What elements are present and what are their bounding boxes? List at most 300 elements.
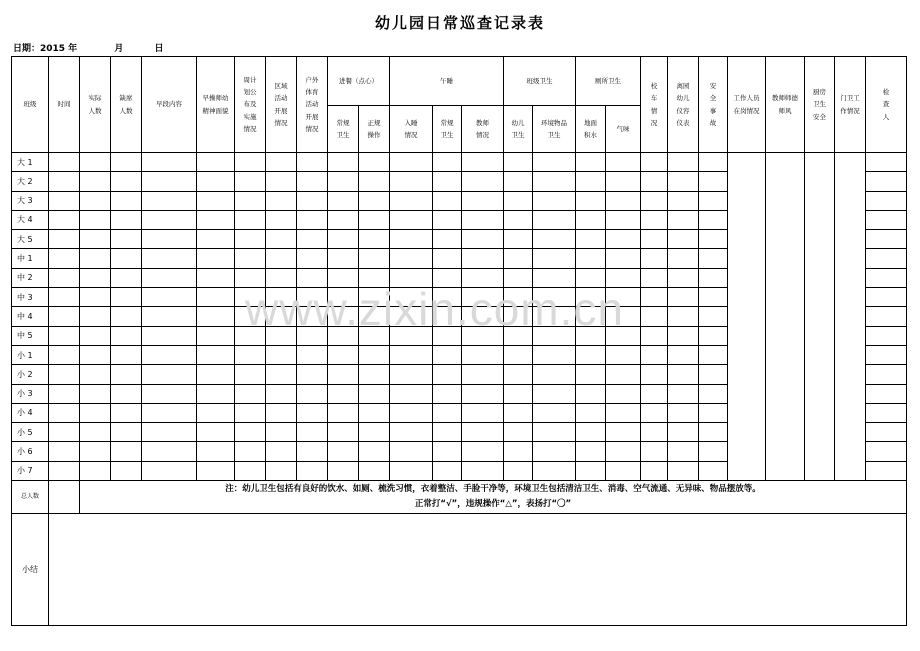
table-cell[interactable] [142,210,197,229]
inspector-cell[interactable] [866,153,907,172]
table-cell[interactable] [197,365,235,384]
table-cell[interactable] [576,326,606,345]
table-cell[interactable] [49,423,80,442]
table-cell[interactable] [197,384,235,403]
table-cell[interactable] [504,268,533,287]
table-cell[interactable] [80,249,111,268]
table-cell[interactable] [504,384,533,403]
table-cell[interactable] [433,210,462,229]
table-cell[interactable] [235,153,266,172]
table-cell[interactable] [297,210,328,229]
table-cell[interactable] [142,288,197,307]
table-cell[interactable] [266,442,297,461]
table-cell[interactable] [641,442,668,461]
table-cell[interactable] [197,345,235,364]
table-cell[interactable] [197,172,235,191]
table-cell[interactable] [111,461,142,480]
table-cell[interactable] [390,345,433,364]
table-cell[interactable] [390,423,433,442]
table-cell[interactable] [699,288,728,307]
table-cell[interactable] [111,249,142,268]
table-cell[interactable] [433,288,462,307]
table-cell[interactable] [297,461,328,480]
merged-cell[interactable] [766,153,805,481]
table-cell[interactable] [462,210,504,229]
table-cell[interactable] [328,288,359,307]
table-cell[interactable] [433,249,462,268]
inspector-cell[interactable] [866,345,907,364]
table-cell[interactable] [297,326,328,345]
table-cell[interactable] [297,423,328,442]
table-cell[interactable] [504,210,533,229]
table-cell[interactable] [533,442,576,461]
table-cell[interactable] [49,249,80,268]
table-cell[interactable] [297,442,328,461]
table-cell[interactable] [606,191,641,210]
table-cell[interactable] [359,268,390,287]
table-cell[interactable] [266,210,297,229]
table-cell[interactable] [606,461,641,480]
table-cell[interactable] [462,153,504,172]
table-cell[interactable] [328,423,359,442]
table-cell[interactable] [504,288,533,307]
table-cell[interactable] [699,423,728,442]
table-cell[interactable] [235,172,266,191]
table-cell[interactable] [533,423,576,442]
table-cell[interactable] [504,249,533,268]
table-cell[interactable] [606,326,641,345]
table-cell[interactable] [359,442,390,461]
table-cell[interactable] [390,326,433,345]
table-cell[interactable] [328,268,359,287]
table-cell[interactable] [699,345,728,364]
inspector-cell[interactable] [866,249,907,268]
inspector-cell[interactable] [866,365,907,384]
table-cell[interactable] [297,307,328,326]
table-cell[interactable] [641,423,668,442]
table-cell[interactable] [668,210,699,229]
table-cell[interactable] [142,423,197,442]
table-cell[interactable] [49,153,80,172]
table-cell[interactable] [80,288,111,307]
table-cell[interactable] [504,191,533,210]
table-cell[interactable] [504,326,533,345]
table-cell[interactable] [606,210,641,229]
table-cell[interactable] [462,249,504,268]
table-cell[interactable] [235,365,266,384]
table-cell[interactable] [668,442,699,461]
table-cell[interactable] [235,230,266,249]
table-cell[interactable] [297,345,328,364]
table-cell[interactable] [668,403,699,422]
table-cell[interactable] [462,172,504,191]
table-cell[interactable] [390,403,433,422]
table-cell[interactable] [504,153,533,172]
inspector-cell[interactable] [866,461,907,480]
table-cell[interactable] [111,423,142,442]
table-cell[interactable] [533,191,576,210]
table-cell[interactable] [328,384,359,403]
table-cell[interactable] [266,345,297,364]
table-cell[interactable] [111,230,142,249]
table-cell[interactable] [197,461,235,480]
table-cell[interactable] [699,153,728,172]
table-cell[interactable] [641,365,668,384]
table-cell[interactable] [328,191,359,210]
table-cell[interactable] [49,345,80,364]
table-cell[interactable] [359,365,390,384]
table-cell[interactable] [297,403,328,422]
table-cell[interactable] [359,345,390,364]
table-cell[interactable] [266,307,297,326]
table-cell[interactable] [328,249,359,268]
table-cell[interactable] [80,384,111,403]
table-cell[interactable] [433,230,462,249]
table-cell[interactable] [197,442,235,461]
table-cell[interactable] [462,365,504,384]
table-cell[interactable] [606,153,641,172]
table-cell[interactable] [606,249,641,268]
table-cell[interactable] [235,249,266,268]
table-cell[interactable] [699,403,728,422]
table-cell[interactable] [390,442,433,461]
table-cell[interactable] [49,230,80,249]
table-cell[interactable] [266,326,297,345]
table-cell[interactable] [390,172,433,191]
inspector-cell[interactable] [866,288,907,307]
table-cell[interactable] [142,403,197,422]
total-value-cell[interactable] [49,481,80,514]
table-cell[interactable] [462,461,504,480]
merged-cell[interactable] [805,153,835,481]
table-cell[interactable] [576,288,606,307]
table-cell[interactable] [668,288,699,307]
table-cell[interactable] [197,403,235,422]
table-cell[interactable] [641,307,668,326]
table-cell[interactable] [80,423,111,442]
table-cell[interactable] [390,307,433,326]
table-cell[interactable] [533,172,576,191]
table-cell[interactable] [641,153,668,172]
table-cell[interactable] [328,172,359,191]
table-cell[interactable] [668,268,699,287]
table-cell[interactable] [576,172,606,191]
table-cell[interactable] [699,307,728,326]
table-cell[interactable] [111,172,142,191]
table-cell[interactable] [504,423,533,442]
table-cell[interactable] [359,210,390,229]
table-cell[interactable] [80,442,111,461]
table-cell[interactable] [197,210,235,229]
table-cell[interactable] [433,442,462,461]
table-cell[interactable] [111,384,142,403]
table-cell[interactable] [533,384,576,403]
inspector-cell[interactable] [866,326,907,345]
table-cell[interactable] [433,191,462,210]
table-cell[interactable] [111,288,142,307]
table-cell[interactable] [641,384,668,403]
table-cell[interactable] [142,230,197,249]
table-cell[interactable] [576,384,606,403]
table-cell[interactable] [49,442,80,461]
table-cell[interactable] [699,191,728,210]
table-cell[interactable] [533,268,576,287]
table-cell[interactable] [533,365,576,384]
inspector-cell[interactable] [866,191,907,210]
table-cell[interactable] [576,345,606,364]
table-cell[interactable] [142,365,197,384]
summary-cell[interactable] [49,514,907,626]
table-cell[interactable] [433,423,462,442]
table-cell[interactable] [235,288,266,307]
table-cell[interactable] [533,307,576,326]
table-cell[interactable] [606,403,641,422]
table-cell[interactable] [359,153,390,172]
table-cell[interactable] [111,191,142,210]
table-cell[interactable] [533,461,576,480]
table-cell[interactable] [328,326,359,345]
table-cell[interactable] [668,230,699,249]
table-cell[interactable] [668,345,699,364]
table-cell[interactable] [297,268,328,287]
table-cell[interactable] [235,461,266,480]
table-cell[interactable] [235,268,266,287]
table-cell[interactable] [576,365,606,384]
table-cell[interactable] [235,442,266,461]
table-cell[interactable] [462,307,504,326]
table-cell[interactable] [235,307,266,326]
table-cell[interactable] [576,153,606,172]
table-cell[interactable] [49,403,80,422]
table-cell[interactable] [111,307,142,326]
table-cell[interactable] [433,384,462,403]
table-cell[interactable] [433,268,462,287]
table-cell[interactable] [266,172,297,191]
table-cell[interactable] [668,191,699,210]
table-cell[interactable] [328,345,359,364]
table-cell[interactable] [390,384,433,403]
table-cell[interactable] [359,230,390,249]
table-cell[interactable] [80,172,111,191]
table-cell[interactable] [699,268,728,287]
inspector-cell[interactable] [866,307,907,326]
table-cell[interactable] [462,345,504,364]
table-cell[interactable] [433,365,462,384]
table-cell[interactable] [606,442,641,461]
table-cell[interactable] [462,288,504,307]
table-cell[interactable] [111,268,142,287]
table-cell[interactable] [197,230,235,249]
table-cell[interactable] [235,403,266,422]
inspector-cell[interactable] [866,384,907,403]
table-cell[interactable] [390,268,433,287]
table-cell[interactable] [80,403,111,422]
table-cell[interactable] [390,249,433,268]
table-cell[interactable] [641,403,668,422]
table-cell[interactable] [462,268,504,287]
table-cell[interactable] [142,268,197,287]
table-cell[interactable] [668,307,699,326]
table-cell[interactable] [142,153,197,172]
table-cell[interactable] [80,461,111,480]
table-cell[interactable] [235,384,266,403]
table-cell[interactable] [328,230,359,249]
table-cell[interactable] [197,153,235,172]
table-cell[interactable] [699,326,728,345]
table-cell[interactable] [80,153,111,172]
table-cell[interactable] [433,403,462,422]
table-cell[interactable] [533,326,576,345]
table-cell[interactable] [49,268,80,287]
table-cell[interactable] [235,423,266,442]
table-cell[interactable] [641,345,668,364]
table-cell[interactable] [576,230,606,249]
inspector-cell[interactable] [866,230,907,249]
table-cell[interactable] [266,365,297,384]
table-cell[interactable] [142,172,197,191]
table-cell[interactable] [266,268,297,287]
table-cell[interactable] [111,442,142,461]
table-cell[interactable] [328,307,359,326]
table-cell[interactable] [297,230,328,249]
table-cell[interactable] [576,249,606,268]
table-cell[interactable] [49,191,80,210]
table-cell[interactable] [80,365,111,384]
table-cell[interactable] [80,210,111,229]
table-cell[interactable] [197,326,235,345]
table-cell[interactable] [328,365,359,384]
table-cell[interactable] [80,326,111,345]
table-cell[interactable] [197,268,235,287]
table-cell[interactable] [668,172,699,191]
inspector-cell[interactable] [866,423,907,442]
table-cell[interactable] [533,345,576,364]
table-cell[interactable] [668,423,699,442]
table-cell[interactable] [462,442,504,461]
table-cell[interactable] [668,461,699,480]
table-cell[interactable] [504,230,533,249]
table-cell[interactable] [328,210,359,229]
table-cell[interactable] [504,442,533,461]
table-cell[interactable] [641,268,668,287]
table-cell[interactable] [390,461,433,480]
table-cell[interactable] [433,345,462,364]
table-cell[interactable] [328,442,359,461]
table-cell[interactable] [699,210,728,229]
table-cell[interactable] [606,365,641,384]
table-cell[interactable] [390,365,433,384]
merged-cell[interactable] [835,153,866,481]
table-cell[interactable] [80,307,111,326]
table-cell[interactable] [462,403,504,422]
table-cell[interactable] [699,172,728,191]
table-cell[interactable] [433,307,462,326]
table-cell[interactable] [49,384,80,403]
table-cell[interactable] [142,384,197,403]
table-cell[interactable] [576,461,606,480]
table-cell[interactable] [576,423,606,442]
table-cell[interactable] [49,461,80,480]
table-cell[interactable] [111,403,142,422]
table-cell[interactable] [641,288,668,307]
table-cell[interactable] [359,249,390,268]
table-cell[interactable] [641,461,668,480]
table-cell[interactable] [699,230,728,249]
table-cell[interactable] [533,403,576,422]
table-cell[interactable] [606,423,641,442]
table-cell[interactable] [49,210,80,229]
table-cell[interactable] [49,172,80,191]
table-cell[interactable] [606,288,641,307]
table-cell[interactable] [504,365,533,384]
table-cell[interactable] [699,384,728,403]
table-cell[interactable] [235,191,266,210]
table-cell[interactable] [235,210,266,229]
table-cell[interactable] [462,423,504,442]
table-cell[interactable] [504,345,533,364]
table-cell[interactable] [49,365,80,384]
table-cell[interactable] [699,249,728,268]
table-cell[interactable] [297,191,328,210]
table-cell[interactable] [266,403,297,422]
table-cell[interactable] [359,461,390,480]
table-cell[interactable] [576,268,606,287]
table-cell[interactable] [359,307,390,326]
table-cell[interactable] [49,307,80,326]
table-cell[interactable] [297,384,328,403]
table-cell[interactable] [668,326,699,345]
table-cell[interactable] [266,230,297,249]
table-cell[interactable] [111,365,142,384]
table-cell[interactable] [297,172,328,191]
table-cell[interactable] [359,288,390,307]
table-cell[interactable] [328,403,359,422]
table-cell[interactable] [80,191,111,210]
table-cell[interactable] [80,268,111,287]
table-cell[interactable] [197,288,235,307]
table-cell[interactable] [576,210,606,229]
table-cell[interactable] [576,403,606,422]
table-cell[interactable] [266,423,297,442]
table-cell[interactable] [433,326,462,345]
table-cell[interactable] [433,172,462,191]
table-cell[interactable] [462,384,504,403]
table-cell[interactable] [142,191,197,210]
inspector-cell[interactable] [866,172,907,191]
table-cell[interactable] [462,230,504,249]
table-cell[interactable] [142,345,197,364]
table-cell[interactable] [533,288,576,307]
table-cell[interactable] [197,191,235,210]
table-cell[interactable] [390,210,433,229]
table-cell[interactable] [668,153,699,172]
table-cell[interactable] [142,442,197,461]
table-cell[interactable] [266,288,297,307]
table-cell[interactable] [533,210,576,229]
table-cell[interactable] [390,230,433,249]
table-cell[interactable] [359,423,390,442]
table-cell[interactable] [576,191,606,210]
table-cell[interactable] [359,191,390,210]
table-cell[interactable] [49,288,80,307]
table-cell[interactable] [433,153,462,172]
table-cell[interactable] [641,249,668,268]
table-cell[interactable] [297,365,328,384]
inspector-cell[interactable] [866,210,907,229]
table-cell[interactable] [197,423,235,442]
table-cell[interactable] [297,153,328,172]
table-cell[interactable] [328,461,359,480]
